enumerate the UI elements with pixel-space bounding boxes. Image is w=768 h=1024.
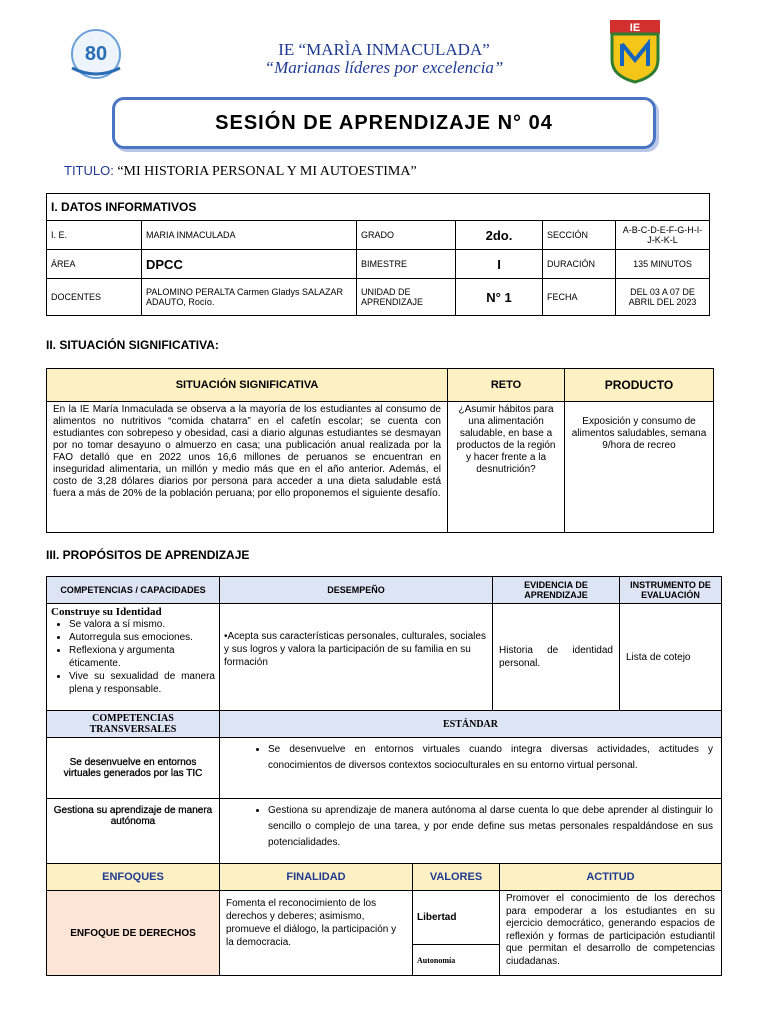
grado-value: 2do.: [456, 221, 543, 250]
area-label: ÁREA: [47, 250, 142, 279]
area-value: DPCC: [142, 250, 357, 279]
desempeno-text: •Acepta sus características personales, culturales, sociales y sus logros y valora la participación de su familia en su formación: [220, 604, 493, 711]
list-item: • Vive su sexualidad de manera plena y responsable.: [69, 670, 215, 696]
enfoques-col-header: ENFOQUES: [47, 864, 220, 891]
svg-text:IE: IE: [629, 22, 641, 34]
reto-text: ¿Asumir hábitos para una alimentación saludable, en base a productos de la región y hacer frente a la desnutrición?: [448, 402, 565, 533]
enfoque-name: ENFOQUE DE DERECHOS: [47, 891, 220, 976]
table-row: [47, 250, 710, 279]
evidencia-col-header: EVIDENCIA DE APRENDIZAJE: [493, 577, 620, 604]
unidad-value: N° 1: [456, 279, 543, 316]
list-item: • Se valora a sí mismo.: [69, 618, 215, 631]
instrumento-col-header: INSTRUMENTO DE EVALUACIÓN: [620, 577, 722, 604]
enfoque-actitud: Promover el conocimiento de los derechos para empoderar a los estudiantes en su ejercicio democrático, generando espacios de reflexión y formas de participación estudiantil que permitan el desarrollo de competencias ciudadanas.: [500, 891, 722, 976]
valores-col-header: VALORES: [413, 864, 500, 891]
titulo-line: [64, 162, 417, 180]
situacion-table: [46, 368, 714, 533]
finalidad-col-header: FINALIDAD: [220, 864, 413, 891]
unidad-label: UNIDAD DE APRENDIZAJE: [357, 279, 456, 316]
capacidades-list: [51, 618, 215, 696]
enfoque-finalidad: Fomenta el reconocimiento de los derechos y deberes; asimismo, promueve el diálogo, la participación y la democracia.: [220, 891, 413, 976]
producto-col-header: PRODUCTO: [565, 369, 714, 402]
datos-informativos-table: [46, 193, 710, 316]
transversal-name: Gestiona su aprendizaje de manera autónoma: [47, 799, 220, 864]
bimestre-label: BIMESTRE: [357, 250, 456, 279]
docentes-label: DOCENTES: [47, 279, 142, 316]
list-item: • Se desenvuelve en entornos virtuales cuando integra diversas actividades, actitudes y conocimientos de diversos contextos socioculturales en su entorno virtual personal.: [268, 742, 713, 774]
valor-libertad: Libertad: [413, 891, 500, 945]
transversales-header: COMPETENCIAS TRANSVERSALES: [47, 711, 220, 738]
competencia-name: Construye su Identidad: [51, 606, 162, 618]
propositos-table: [46, 576, 722, 864]
valor-autonomia: Autonomía: [413, 945, 500, 976]
school-motto: “Marianas líderes por excelencia”: [264, 58, 504, 77]
list-item: • Reflexiona y argumenta éticamente.: [69, 644, 215, 670]
ie-label: I. E.: [47, 221, 142, 250]
ie-value: MARIA INMACULADA: [142, 221, 357, 250]
fecha-value: DEL 03 A 07 DE ABRIL DEL 2023: [616, 279, 710, 316]
producto-text: Exposición y consumo de alimentos saludables, semana 9/hora de recreo: [565, 402, 714, 533]
datos-heading: I. DATOS INFORMATIVOS: [47, 194, 710, 221]
svg-text:80: 80: [84, 43, 108, 65]
session-title: SESIÓN DE APRENDIZAJE N° 04: [215, 111, 553, 134]
bimestre-value: I: [456, 250, 543, 279]
estandar-header: ESTÁNDAR: [220, 711, 722, 738]
instrumento-text: Lista de cotejo: [620, 604, 722, 711]
transversal-standard: [220, 799, 722, 864]
situacion-heading: II. SITUACIÓN SIGNIFICATIVA:: [46, 338, 219, 352]
list-item: • Gestiona su aprendizaje de manera autónoma al darse cuenta lo que debe aprender al distinguir lo sencillo o complejo de una tarea, y por ende define sus metas personales respaldándose en sus potencialidades.: [268, 803, 713, 851]
competencias-col-header: COMPETENCIAS / CAPACIDADES: [47, 577, 220, 604]
fecha-label: FECHA: [543, 279, 616, 316]
situacion-text: En la IE María Inmaculada se observa a la mayoría de los estudiantes al consumo de alimentos no nutritivos “comida chatarra” en el cafetín escolar; se cuenta con estudiantes con sobrepeso y obesidad, casi a diario algunas estudiantes se desmayan por no tomar desayuno o almuerzo en casa; una publicación anual realizada por la FAO detalló que en 2022 unos 16,6 millones de peruanos se encuentran en inseguridad alimentaria, un millón y medio más que en el año anterior. Además, el costo de 3,28 dólares diarios por persona para acceder a una dieta saludable está fuera a más de 20% de la población peruana; por ello proponemos el siguiente desafío.: [47, 402, 448, 533]
table-row: [47, 221, 710, 250]
actitud-col-header: ACTITUD: [500, 864, 722, 891]
school-name: IE “MARÌA INMACULADA”: [278, 40, 490, 59]
reto-col-header: RETO: [448, 369, 565, 402]
duracion-value: 135 MINUTOS: [616, 250, 710, 279]
table-row: [47, 279, 710, 316]
seccion-value: A-B-C-D-E-F-G-H-I-J-K-K-L: [616, 221, 710, 250]
list-item: • Autorregula sus emociones.: [69, 631, 215, 644]
titulo-label: TITULO:: [64, 163, 114, 178]
transversal-name: Se desenvuelve en entornos virtuales generados por las TIC: [47, 738, 220, 799]
duracion-label: DURACIÓN: [543, 250, 616, 279]
grado-label: GRADO: [357, 221, 456, 250]
seccion-label: SECCIÓN: [543, 221, 616, 250]
evidencia-text: Historia de identidad personal.: [493, 604, 620, 711]
titulo-text: “MI HISTORIA PERSONAL Y MI AUTOESTIMA”: [113, 164, 417, 179]
propositos-heading: III. PROPÓSITOS DE APRENDIZAJE: [46, 548, 250, 562]
desempeno-col-header: DESEMPEÑO: [220, 577, 493, 604]
competencia-cell: [47, 604, 220, 711]
enfoques-table: [46, 863, 722, 976]
session-title-box: [112, 97, 656, 149]
docentes-value: PALOMINO PERALTA Carmen Gladys SALAZAR ADAUTO, Rocío.: [142, 279, 357, 316]
situacion-col-header: SITUACIÓN SIGNIFICATIVA: [47, 369, 448, 402]
transversal-standard: [220, 738, 722, 799]
